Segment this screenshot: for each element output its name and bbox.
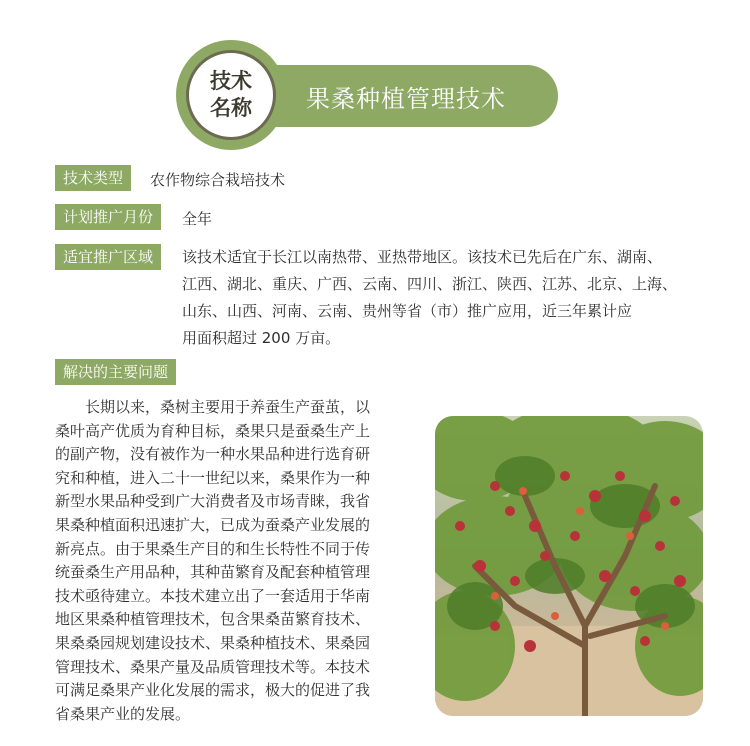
region-description <box>182 244 677 352</box>
problem-description <box>55 396 370 726</box>
body-line: 管理技术、桑果产量及品质管理技术等。本技术 <box>55 657 371 676</box>
body-line: 果桑桑园规划建设技术、果桑种植技术、果桑园 <box>55 633 371 652</box>
technology-name-badge <box>186 50 276 140</box>
body-line: 统蚕桑生产用品种，其种苗繁育及配套种植管理 <box>55 563 371 582</box>
problem-label: 解决的主要问题 <box>55 359 176 385</box>
region-label: 适宜推广区域 <box>55 244 161 270</box>
region-line: 江西、湖北、重庆、广西、云南、四川、浙江、陕西、江苏、北京、上海、 <box>182 275 678 293</box>
month-label: 计划推广月份 <box>55 204 161 230</box>
body-line: 新亮点。由于果桑生产目的和生长特性不同于传 <box>55 539 371 558</box>
body-line: 可满足桑果产业化发展的需求，极大的促进了我 <box>55 681 371 700</box>
body-line: 的副产物，没有被作为一种水果品种进行选育研 <box>55 445 371 464</box>
body-line: 新型水果品种受到广大消费者及市场青睐，我省 <box>55 492 371 511</box>
body-line: 地区果桑种植管理技术，包含果桑苗繁育技术、 <box>55 610 371 629</box>
badge-line-2: 名称 <box>210 96 252 120</box>
body-line: 省桑果产业的发展。 <box>55 704 191 723</box>
region-line: 山东、山西、河南、云南、贵州等省（市）推广应用，近三年累计应 <box>182 302 633 320</box>
body-line: 究和种植，进入二十一世纪以来，桑果作为一种 <box>55 468 371 487</box>
body-line: 果桑种植面积迅速扩大，已成为蚕桑产业发展的 <box>55 515 371 534</box>
body-line: 技术亟待建立。本技术建立出了一套适用于华南 <box>55 586 371 605</box>
technology-title: 果桑种植管理技术 <box>306 84 506 113</box>
type-value: 农作物综合栽培技术 <box>150 171 286 189</box>
region-line: 用面积超过 200 万亩。 <box>182 329 341 347</box>
badge-line-1: 技术 <box>210 69 252 93</box>
region-line: 该技术适宜于长江以南热带、亚热带地区。该技术已先后在广东、湖南、 <box>182 248 663 266</box>
type-label: 技术类型 <box>55 165 131 191</box>
body-line: 长期以来，桑树主要用于养蚕生产蚕茧，以 <box>55 398 371 416</box>
month-value: 全年 <box>182 210 213 228</box>
mulberry-tree-photo <box>435 416 703 716</box>
body-line: 桑叶高产优质为育种目标，桑果只是蚕桑生产上 <box>55 421 371 440</box>
